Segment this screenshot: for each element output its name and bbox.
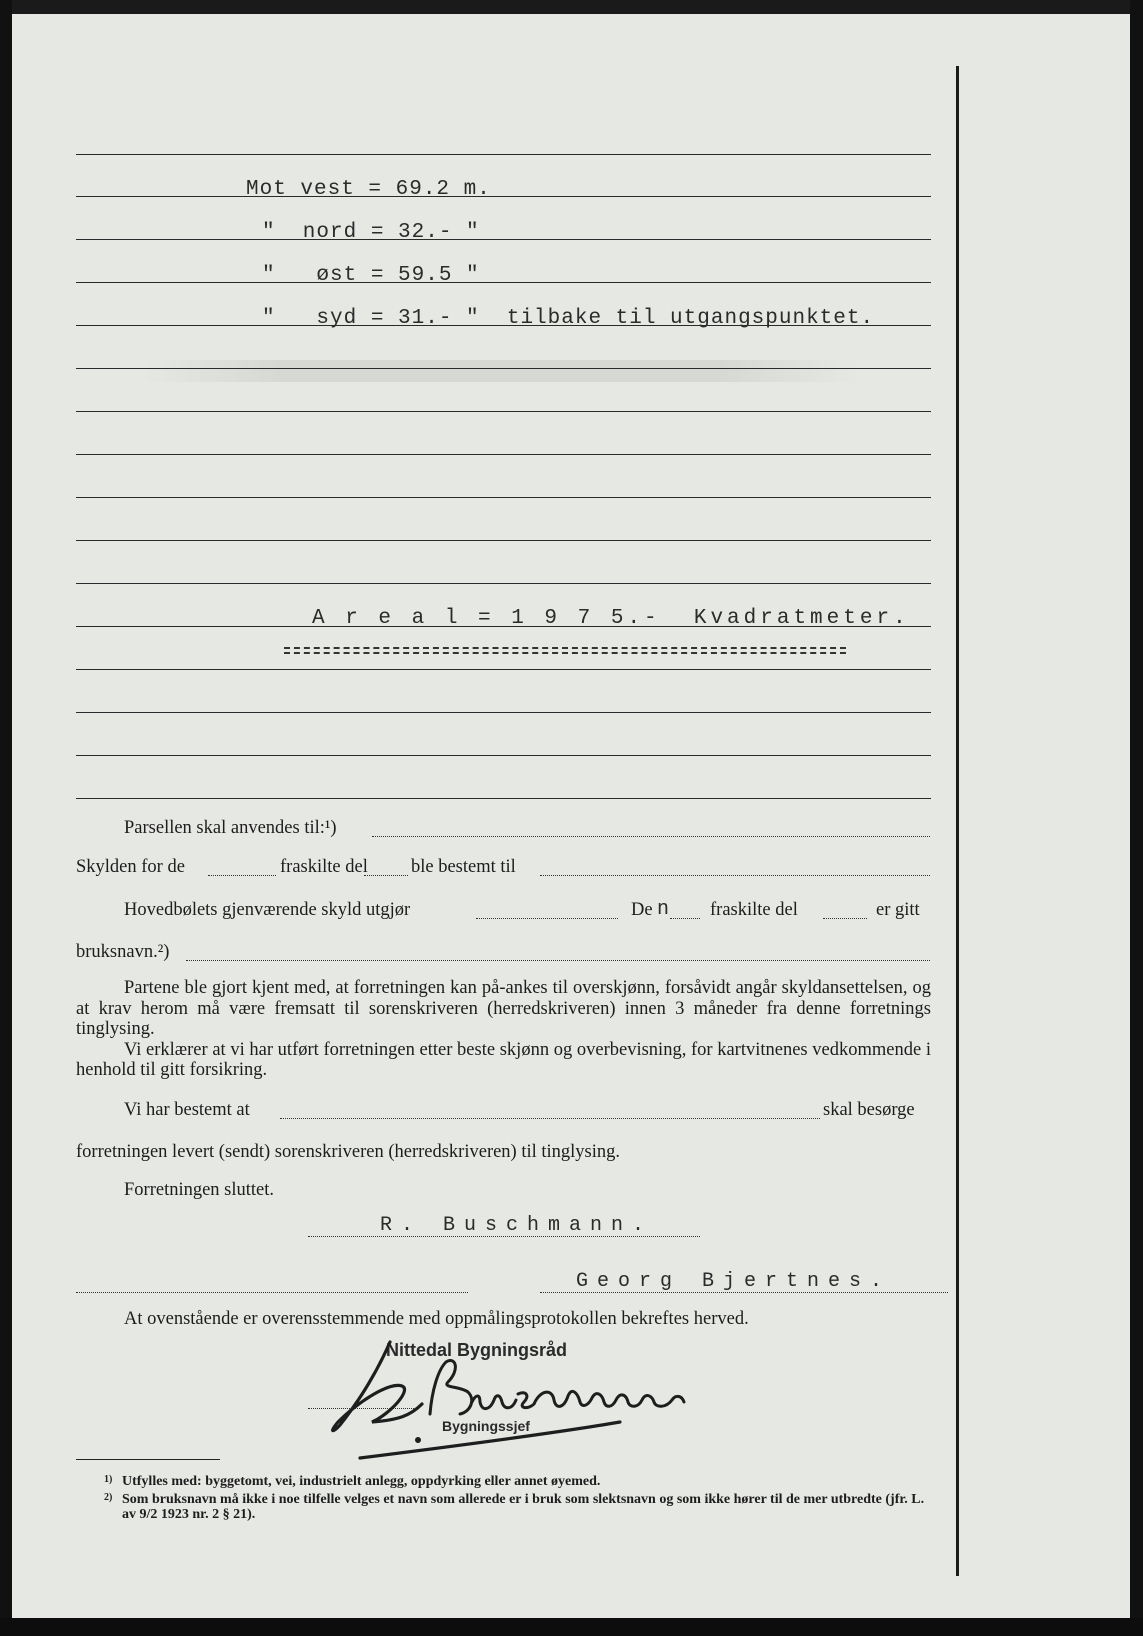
scan-border-right xyxy=(1130,0,1143,1636)
ruled-line xyxy=(76,540,931,541)
handwritten-signature xyxy=(320,1330,740,1470)
field-skylden-label-b: fraskilte del xyxy=(280,857,368,877)
signature-name-2: Georg Bjertnes. xyxy=(576,1270,892,1293)
area-double-underline xyxy=(284,647,846,655)
paragraph-block xyxy=(76,978,931,1081)
field-vi-har-blank xyxy=(280,1118,820,1119)
ruled-line xyxy=(76,154,931,155)
field-skylden-blank-b xyxy=(364,875,408,876)
field-skylden-label-a: Skylden for de xyxy=(76,857,185,877)
paragraph-levert: forretningen levert (sendt) sorenskriveren (herredskriveren) til tinglysing. xyxy=(76,1142,621,1162)
field-hoved-label-a: Hovedbølets gjenværende skyld utgjør xyxy=(124,900,411,920)
field-skylden-blank-c xyxy=(540,875,930,876)
ruled-line xyxy=(76,669,931,670)
field-hoved-label-b: De xyxy=(631,900,653,920)
field-hoved-fill: n xyxy=(657,898,670,921)
stamp-title: Bygningssjef xyxy=(442,1418,530,1434)
ruled-line xyxy=(76,712,931,713)
paragraph-sluttet: Forretningen sluttet. xyxy=(124,1180,275,1200)
ruled-line xyxy=(76,196,931,197)
footnote-rule xyxy=(76,1459,220,1460)
field-vi-har-label-a: Vi har bestemt at xyxy=(124,1100,250,1120)
field-bruksnavn-blank xyxy=(186,960,930,961)
field-hoved-blank-c xyxy=(823,918,867,919)
footnote-2 xyxy=(104,1492,932,1522)
ruled-line xyxy=(76,755,931,756)
ruled-line xyxy=(76,282,931,283)
footnote-2-mark: 2) xyxy=(104,1492,113,1503)
typed-line-south: " syd = 31.- " tilbake til utgangspunktet. xyxy=(262,307,875,330)
scan-border-top xyxy=(0,0,1143,14)
field-hoved-label-c: fraskilte del xyxy=(710,900,798,920)
scan-border-left xyxy=(0,0,12,1636)
field-vi-har-label-b: skal besørge xyxy=(823,1100,915,1120)
ruled-line xyxy=(76,798,931,799)
paragraph-vi-erklaerer: Vi erklærer at vi har utført forretningen etter beste skjønn og overbevisning, for kartvitnenes vedkommende i henhold til gitt forsikring. xyxy=(76,1039,931,1080)
signature-name-1: R. Buschmann. xyxy=(380,1214,654,1237)
ruled-line xyxy=(76,411,931,412)
bleed-through-shade xyxy=(140,360,860,382)
field-parsellen-label: Parsellen skal anvendes til:¹) xyxy=(124,818,337,838)
field-hoved-label-d: er gitt xyxy=(876,900,920,920)
footnote-1 xyxy=(104,1474,932,1489)
area-statement: A r e a l = 1 9 7 5.- Kvadratmeter. xyxy=(312,607,910,630)
field-hoved-blank-b xyxy=(670,918,700,919)
field-skylden-label-c: ble bestemt til xyxy=(411,857,516,877)
ruled-line xyxy=(76,583,931,584)
page-fold-bar xyxy=(956,66,959,1576)
field-parsellen-blank xyxy=(372,836,930,837)
stamp-office: Nittedal Bygningsråd xyxy=(386,1340,568,1360)
field-hoved-blank-a xyxy=(476,918,618,919)
ruled-line xyxy=(76,368,931,369)
ruled-line xyxy=(76,497,931,498)
ruled-line xyxy=(76,239,931,240)
footnote-1-mark: 1) xyxy=(104,1474,113,1485)
footnote-1-text: Utfylles med: byggetomt, vei, industrielt anlegg, oppdyrking eller annet øyemed. xyxy=(122,1474,601,1489)
typed-line-north: " nord = 32.- " xyxy=(262,221,480,244)
footnote-2-text: Som bruksnavn må ikke i noe tilfelle velges et navn som allerede er i bruk som slektsnavn og som ikke hører til de mer utbredte (jfr. L. av 9/2 1923 nr. 2 § 21). xyxy=(122,1492,925,1522)
field-bruksnavn-label: bruksnavn.²) xyxy=(76,942,170,962)
field-skylden-blank-a xyxy=(208,875,276,876)
scan-border-bottom xyxy=(0,1618,1143,1636)
typed-line-east: " øst = 59.5 " xyxy=(262,264,480,287)
paragraph-partene: Partene ble gjort kjent med, at forretningen kan på-ankes til overskjønn, forsåvidt angår skyldansettelsen, og at krav herom må være fremsatt til sorenskriveren (herredskriveren) innen 3 måneder fra denne forretnings tinglysing. xyxy=(76,978,931,1039)
paragraph-attest: At ovenstående er overensstemmende med oppmålingsprotokollen bekreftes herved. xyxy=(124,1309,749,1329)
ruled-line xyxy=(76,454,931,455)
signature-line-2 xyxy=(76,1292,468,1293)
typed-line-west: Mot vest = 69.2 m. xyxy=(246,178,491,201)
